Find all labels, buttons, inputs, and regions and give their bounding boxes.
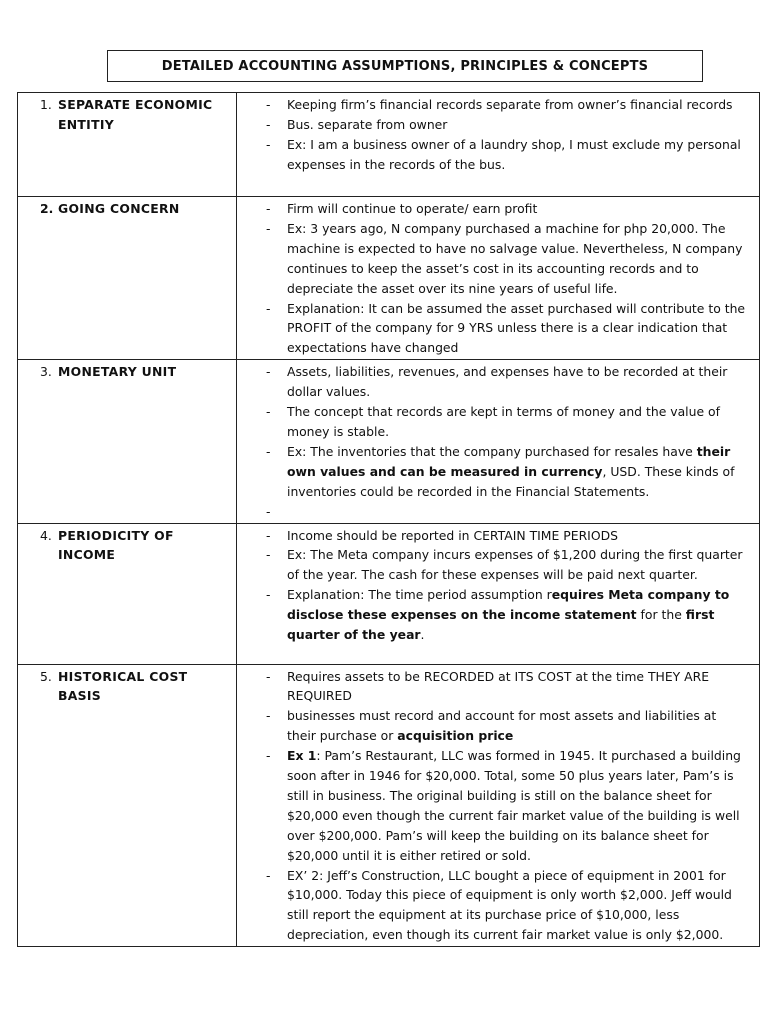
list-item: - Ex: The Meta company incurs expenses of $1,200 during the first quarter of the year. The cash for these expenses will be paid next quarter. — [245, 545, 749, 585]
list-item: - Assets, liabilities, revenues, and expenses have to be recorded at their dollar values. — [245, 362, 749, 402]
document-title: DETAILED ACCOUNTING ASSUMPTIONS, PRINCIPLES & CONCEPTS — [107, 50, 703, 82]
concept-heading-cell — [18, 523, 237, 664]
item-bold-text: first quarter of the year — [287, 607, 715, 643]
table-row — [18, 523, 760, 664]
item-text: for the — [636, 607, 686, 623]
list-item-empty — [245, 502, 749, 522]
table-row — [18, 93, 760, 197]
item-bold-text: acquisition price — [397, 728, 514, 744]
concept-heading: GOING CONCERN — [58, 201, 180, 216]
concept-heading: SEPARATE ECONOMIC ENTITIY — [58, 97, 213, 132]
row-number: 1. — [40, 97, 52, 112]
list-item — [245, 706, 749, 746]
list-item: - Ex: I am a business owner of a laundry shop, I must exclude my personal expenses in the records of the bus. — [245, 135, 749, 175]
item-bold-text: their own values and can be measured in currency — [287, 443, 731, 479]
list-item: - Bus. separate from owner — [245, 115, 749, 135]
item-text: businesses must record and account for most assets and liabilities at their purchase or — [287, 708, 717, 744]
list-item — [245, 442, 749, 502]
concept-heading: MONETARY UNIT — [58, 364, 177, 380]
list-item: - Ex: 3 years ago, N company purchased a machine for php 20,000. The machine is expected to have no salvage value. Nevertheless, N company continues to keep the asset’s cost in its accounting records and to depreciate the asset over its nine years of useful life. — [245, 219, 749, 299]
item-text: , USD. These kinds of inventories could be recorded in the Financial Statements. — [287, 463, 735, 499]
concept-heading-cell — [18, 197, 237, 360]
item-bold-text: Ex 1 — [287, 748, 317, 764]
list-item — [245, 746, 749, 865]
concept-heading: HISTORICAL COST BASIS — [58, 668, 188, 704]
table-row — [18, 664, 760, 947]
table-row — [18, 360, 760, 523]
list-item: - Requires assets to be RECORDED at ITS COST at the time THEY ARE REQUIRED — [245, 667, 749, 707]
row-number: 4. — [40, 527, 52, 543]
concepts-table — [17, 92, 760, 947]
list-item: - Income should be reported in CERTAIN TIME PERIODS — [245, 526, 749, 546]
item-text: Ex: The inventories that the company purchased for resales have — [287, 443, 697, 459]
list-item: - The concept that records are kept in terms of money and the value of money is stable. — [245, 402, 749, 442]
list-item — [245, 585, 749, 645]
row-number: 2. — [40, 201, 54, 216]
row-number: 5. — [40, 668, 52, 684]
list-item: - Keeping firm’s financial records separate from owner’s financial records — [245, 95, 749, 115]
concept-details-cell — [237, 93, 760, 197]
concept-heading: PERIODICITY OF INCOME — [58, 527, 174, 563]
concept-details-cell — [237, 360, 760, 523]
concept-details-cell — [237, 664, 760, 947]
concept-heading-cell — [18, 93, 237, 197]
list-item: - Explanation: It can be assumed the asset purchased will contribute to the PROFIT of the company for 9 YRS unless there is a clear indication that expectations have changed — [245, 299, 749, 359]
item-text: Explanation: The time period assumption r — [287, 587, 552, 603]
concept-heading-cell — [18, 664, 237, 947]
row-number: 3. — [40, 364, 52, 380]
concept-heading-cell — [18, 360, 237, 523]
item-bold-text: equires Meta company to disclose these expenses on the income statement — [287, 587, 730, 623]
list-item: - Firm will continue to operate/ earn profit — [245, 199, 749, 219]
item-text: : Pam’s Restaurant, LLC was formed in 1945. It purchased a building soon after in 1946 for $20,000. Total, some 50 plus years later, Pam’s is still in business. The original building is still on the balance sheet for $20,000 even though the current fair market value of the building is well over $200,000. Pam’s will keep the building on its balance sheet for $20,000 until it is either retired or sold. — [287, 748, 741, 863]
list-item: - EX’ 2: Jeff’s Construction, LLC bought a piece of equipment in 2001 for $10,000. Today this piece of equipment is only worth $2,000. Jeff would still report the equipment at its purchase price of $10,000, less depreciation, even though its current fair market value is only $2,000. — [245, 866, 749, 946]
concept-details-cell — [237, 523, 760, 664]
table-row — [18, 197, 760, 360]
concept-details-cell — [237, 197, 760, 360]
item-text: . — [420, 627, 425, 643]
